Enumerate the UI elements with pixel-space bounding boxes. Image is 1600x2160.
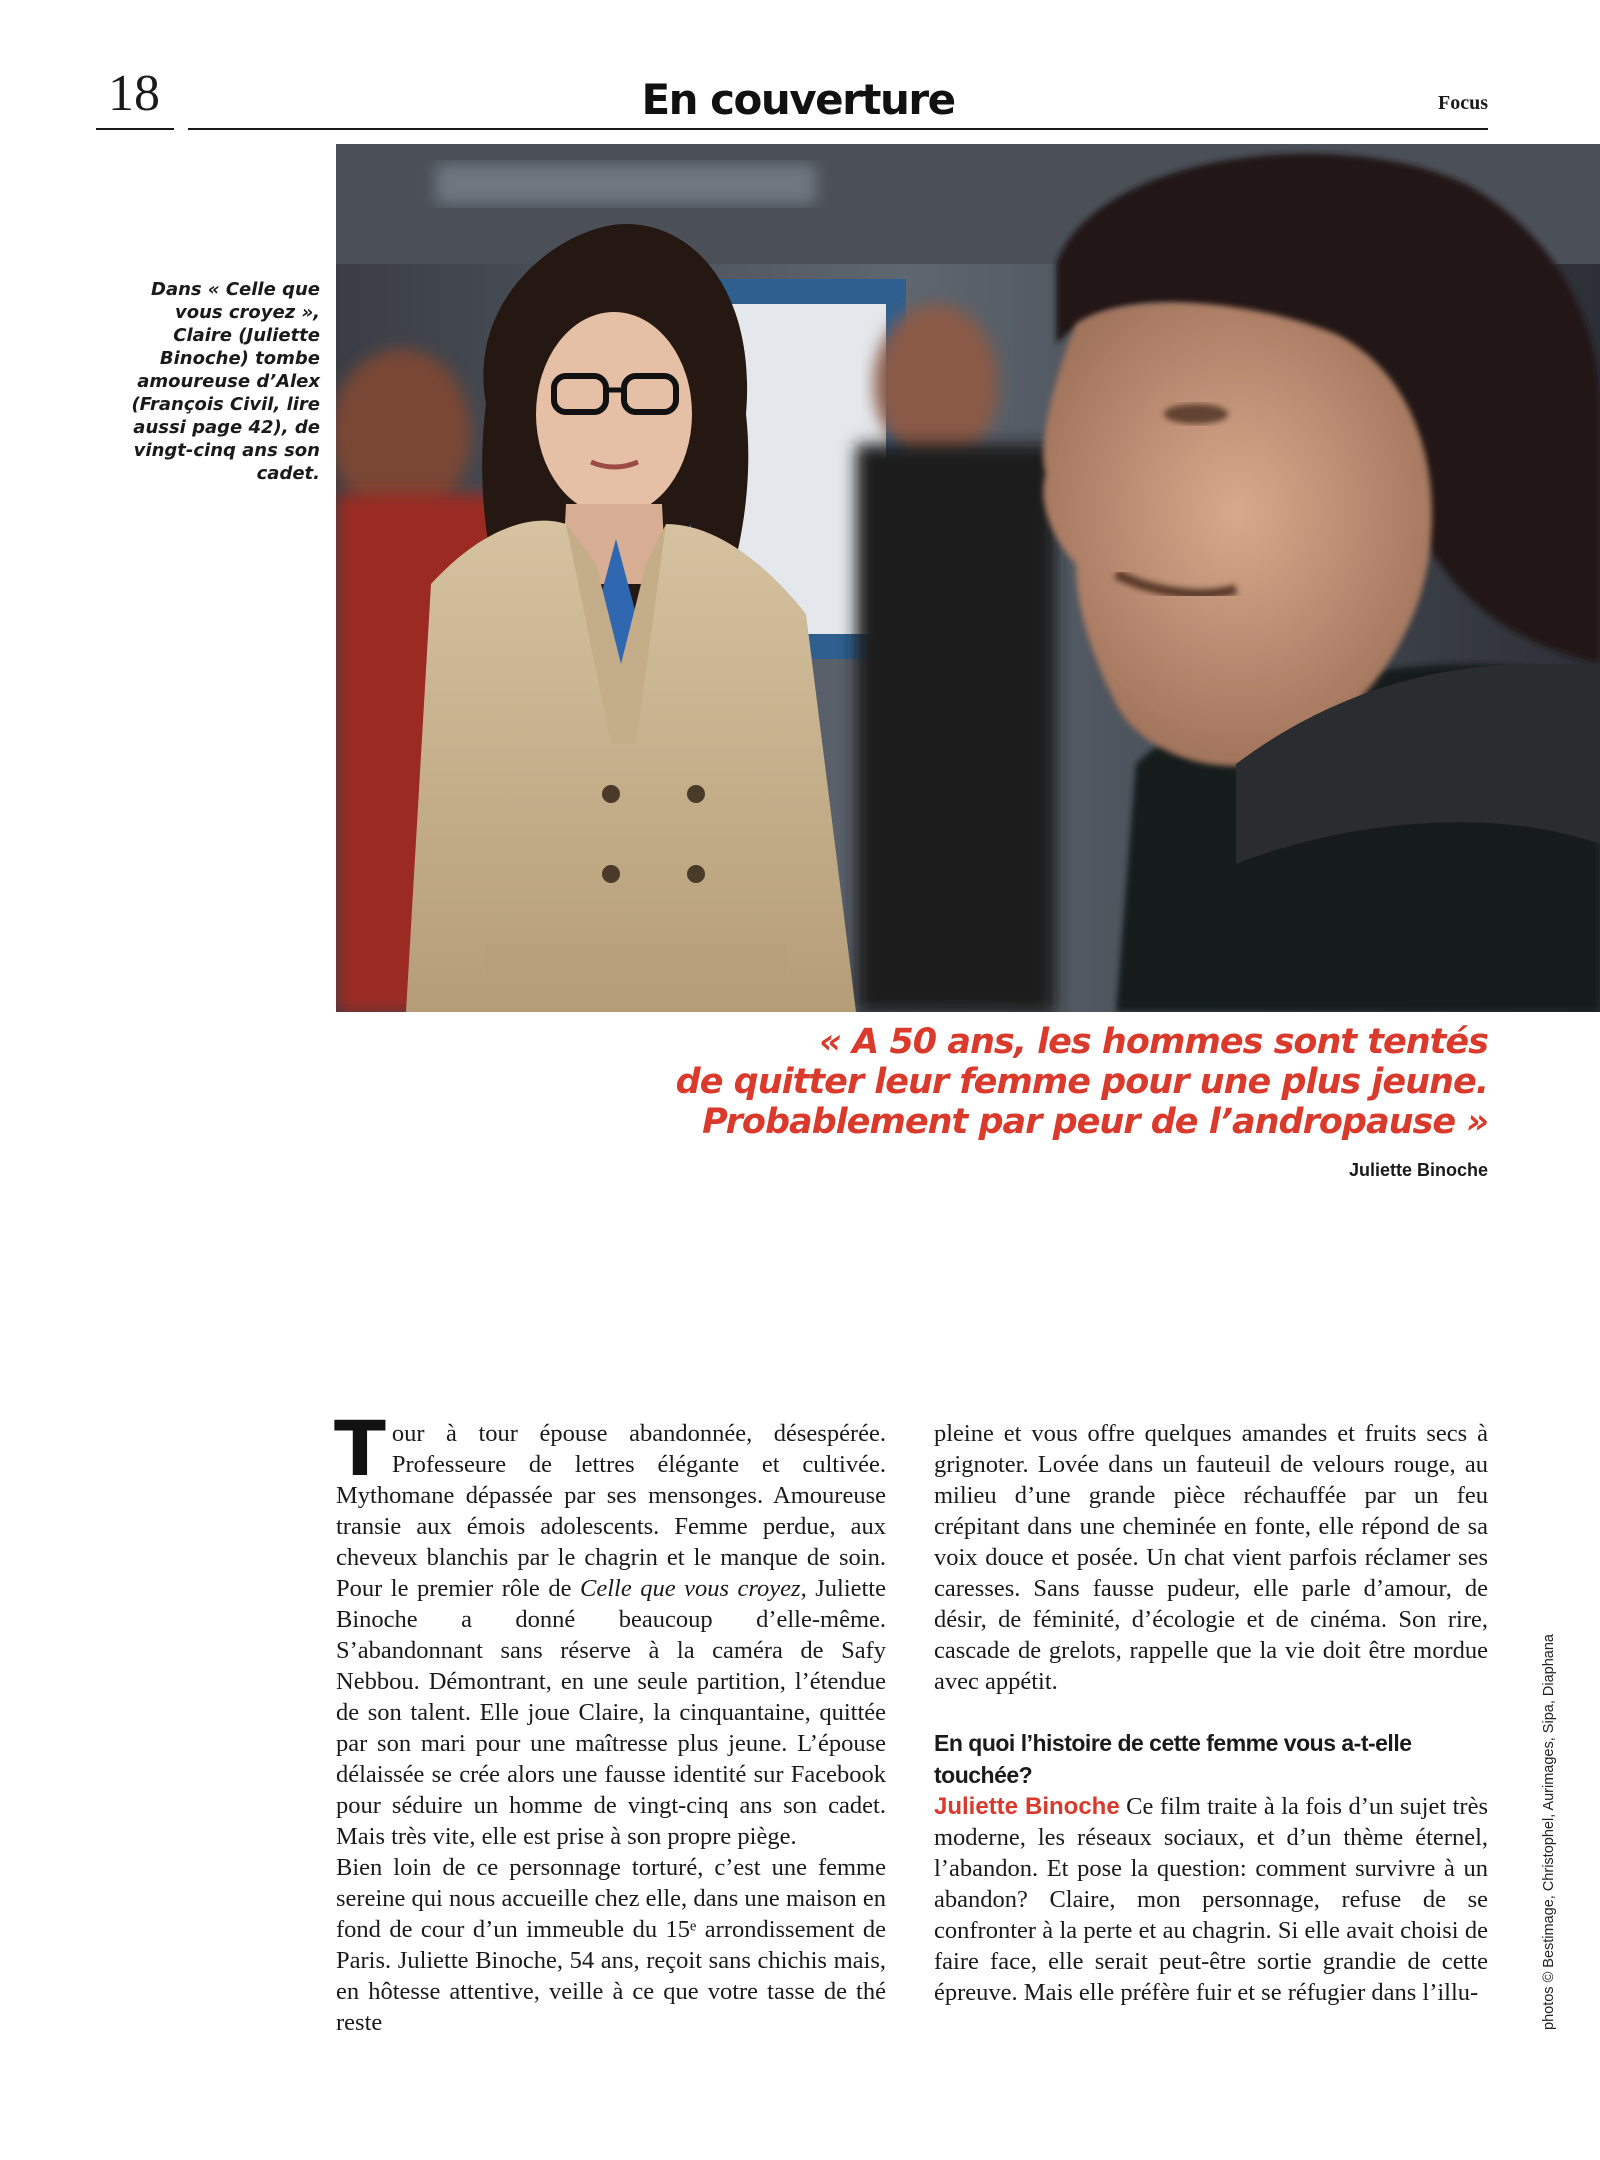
photo-credits: photos © Bestimage, Christophel, Aurimages, Sipa, Diaphana <box>1541 1634 1557 2030</box>
film-title: Celle que vous croyez, <box>579 1575 807 1602</box>
drop-cap: T <box>334 1404 386 1493</box>
pull-quote-line: « A 50 ans, les hommes sont tentés <box>819 1022 1488 1062</box>
article-column-right <box>934 1418 1488 2008</box>
article-paragraph <box>334 1404 886 1852</box>
article-photo <box>336 144 1600 1012</box>
pull-quote-line: de quitter leur femme pour une plus jeune. <box>675 1062 1488 1102</box>
answer-text: Ce film traite à la fois d’un sujet très moderne, les réseaux sociaux, et d’un thème éternel, l’abandon. Et pose la question: comment survivre à un abandon? Claire, mon personnage, refuse de se confronter à la perte et au chagrin. Si elle avait choisi de faire face, elle serait peut-être sortie grandie de cette épreuve. Mais elle préfère fuir et se réfugier dans l’illu- <box>934 1793 1489 2006</box>
intro-text: our à tour épouse abandonnée, désespérée. Professeure de lettres élégante et cultivée. Mythomane dépassée par ses mensonges. Amoureuse transie aux émois adolescents. Femme perdue, aux cheveux blanchis par le chagrin et le manque de soin. Pour le premier rôle de <box>336 1420 886 1602</box>
article-paragraph: Bien loin de ce personnage torturé, c’est une femme sereine qui nous accueille chez elle, dans une maison en fond de cour d’un immeuble du 15ᵉ arrondissement de Paris. Juliette Binoche, 54 ans, reçoit sans chichis mais, en hôtesse attentive, veille à ce que votre tasse de thé reste <box>336 1854 886 2036</box>
page-number: 18 <box>108 65 160 122</box>
interview-answer <box>934 1791 1488 2008</box>
section-label: Focus <box>1438 92 1488 114</box>
header-rule-left <box>96 128 174 130</box>
article-paragraph-cont: pleine et vous offre quelques amandes et fruits secs à grignoter. Lovée dans un fauteuil de velours rouge, au milieu d’une grande pièce réchauffée par un feu crépitant dans une cheminée en fonte, elle répond de sa voix douce et posée. Un chat vient parfois réclamer ses caresses. Sans fausse pudeur, elle parle d’amour, de désir, de féminité, d’écologie et de cinéma. Son rire, cascade de grelots, rappelle que la vie doit être mordue avec appétit. <box>934 1420 1488 1695</box>
pull-quote <box>340 1022 1488 1142</box>
section-title: En couverture <box>641 75 955 124</box>
quote-author: Juliette Binoche <box>1348 1160 1488 1180</box>
interview-question: En quoi l’histoire de cette femme vous a-t-elle touchée? <box>934 1730 1412 1788</box>
answer-speaker: Juliette Binoche <box>934 1793 1120 1820</box>
pull-quote-line: Probablement par peur de l’andropause » <box>702 1102 1488 1142</box>
intro-text-cont: Juliette Binoche a donné beaucoup d’elle-même. S’abandonnant sans réserve à la caméra de Safy Nebbou. Démontrant, en une seule partition, l’étendue de son talent. Elle joue Claire, la cinquantaine, quittée par son mari pour une maîtresse plus jeune. L’épouse délaissée se crée alors une fausse identité sur Facebook pour séduire un homme de vingt-cinq ans son cadet. Mais très vite, elle est prise à son propre piège. <box>336 1575 886 1850</box>
article-column-left <box>334 1404 886 2038</box>
header-rule-right <box>188 128 1488 130</box>
photo-caption: Dans « Celle que vous croyez », Claire (Juliette Binoche) tombe amoureuse d’Alex (François Civil, lire aussi page 42), de vingt-cinq ans son cadet. <box>131 279 320 484</box>
